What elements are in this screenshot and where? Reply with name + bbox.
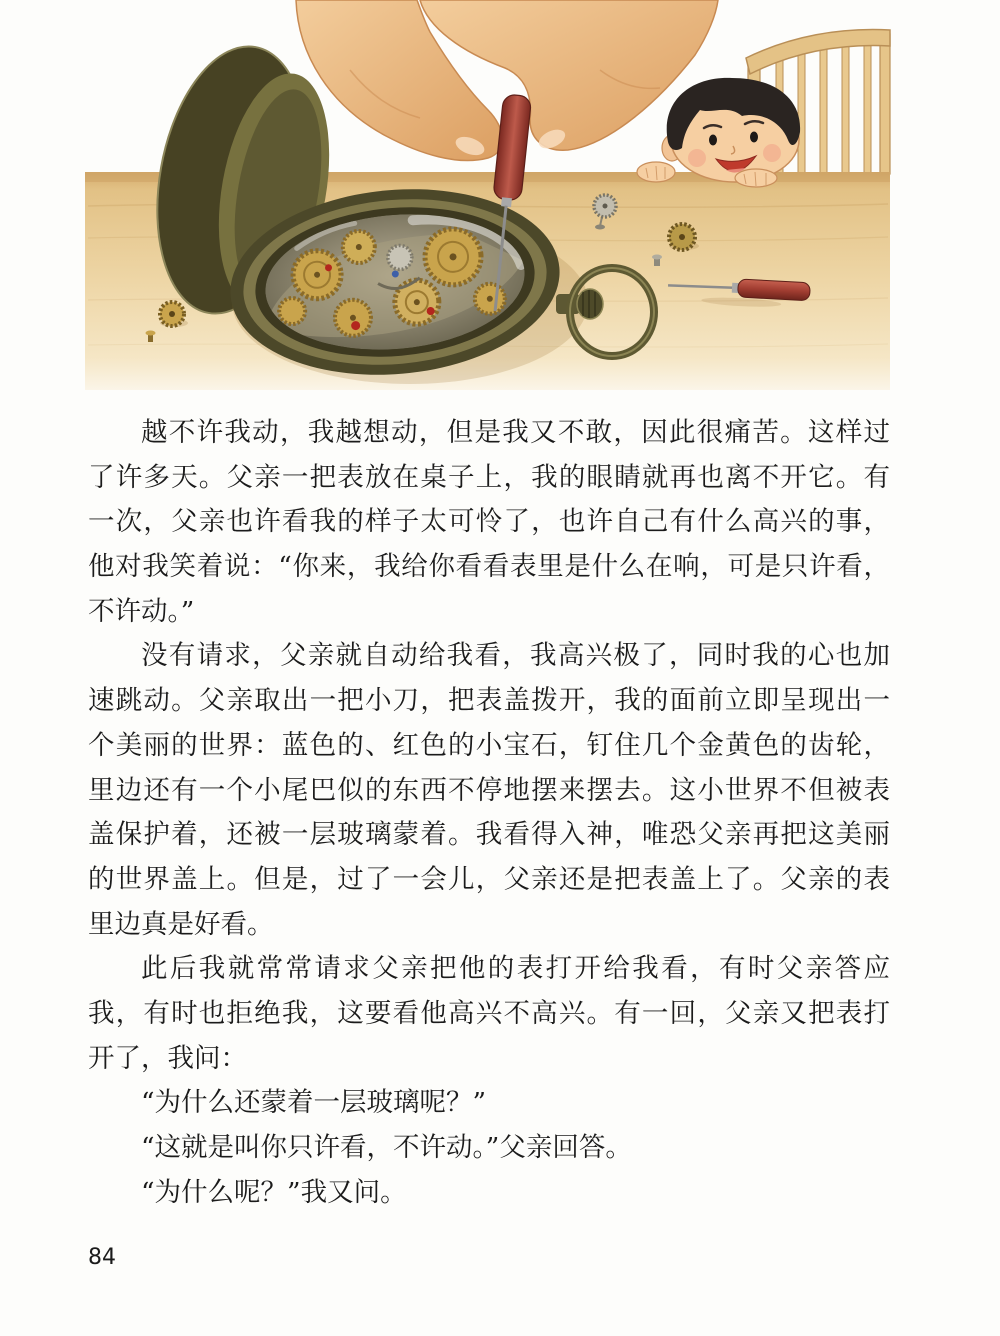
text-line: 速跳动。父亲取出一把小刀，把表盖拨开，我的面前立即呈现出一 — [88, 685, 890, 717]
text-line: 此后我就常常请求父亲把他的表打开给我看，有时父亲答应 — [141, 953, 890, 985]
text-line: 越不许我动，我越想动，但是我又不敢，因此很痛苦。这样过 — [141, 417, 890, 448]
boy-eye — [750, 132, 758, 143]
boy-eye — [709, 135, 717, 146]
text-line: 的世界盖上。但是，过了一会儿，父亲还是把表盖上了。父亲的表 — [88, 863, 890, 895]
text-line: 开了，我问： — [88, 1042, 247, 1074]
page-number: 84 — [88, 1245, 116, 1270]
text-line: 一次，父亲也许看我的样子太可怜了，也许自己有什么高兴的事， — [88, 506, 890, 538]
article-body — [88, 411, 890, 1215]
illustration — [0, 0, 1000, 400]
text-line: 了许多天。父亲一把表放在桌子上，我的眼睛就再也离不开它。有 — [88, 461, 890, 493]
text-line: 他对我笑着说：“你来，我给你看看表里是什么在响，可是只许看， — [88, 551, 890, 583]
text-line: 个美丽的世界：蓝色的、红色的小宝石，钉住几个金黄色的齿轮， — [88, 729, 890, 761]
dialogue-paragraph — [88, 1171, 890, 1216]
text-line: 我，有时也拒绝我，这要看他高兴不高兴。有一回，父亲又把表打 — [88, 997, 890, 1029]
text-line: 没有请求，父亲就自动给我看，我高兴极了，同时我的心也加 — [141, 640, 890, 672]
text-line: “为什么还蒙着一层玻璃呢？” — [141, 1087, 487, 1119]
paragraph — [88, 634, 890, 947]
text-line: 不许动。” — [88, 595, 195, 627]
dialogue-paragraph — [88, 1126, 890, 1171]
text-line: 盖保护着，还被一层玻璃蒙着。我看得入神，唯恐父亲再把这美丽 — [88, 819, 890, 851]
text-line: “这就是叫你只许看，不许动。”父亲回答。 — [141, 1132, 632, 1163]
text-line: 里边还有一个小尾巴似的东西不停地摆来摆去。这小世界不但被表 — [88, 774, 890, 806]
text-line: 里边真是好看。 — [88, 908, 274, 940]
gear — [278, 297, 306, 325]
text-line: “为什么呢？”我又问。 — [141, 1176, 407, 1208]
paragraph — [88, 947, 890, 1081]
boy — [637, 78, 800, 187]
dialogue-paragraph — [88, 1081, 890, 1126]
paragraph — [88, 411, 890, 634]
